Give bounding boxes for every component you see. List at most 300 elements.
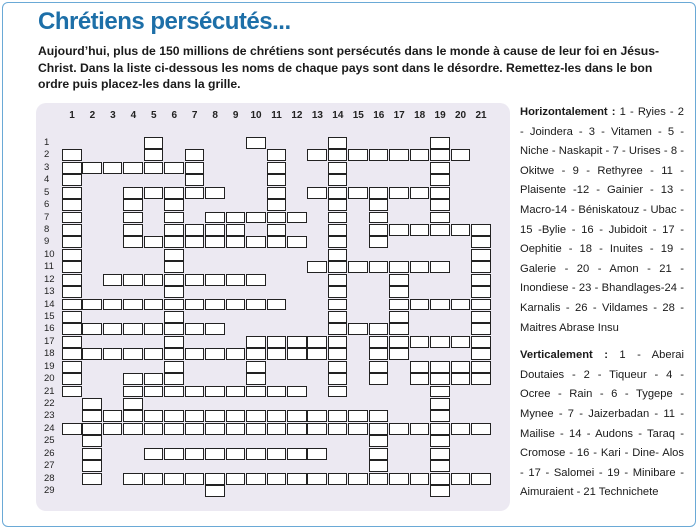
grid-cell[interactable] [144, 373, 164, 385]
grid-cell[interactable] [62, 299, 82, 311]
grid-cell[interactable] [226, 448, 246, 460]
grid-cell[interactable] [410, 149, 430, 161]
grid-cell[interactable] [164, 410, 184, 422]
grid-cell[interactable] [410, 361, 430, 373]
grid-cell[interactable] [369, 460, 389, 472]
grid-cell[interactable] [369, 361, 389, 373]
grid-cell[interactable] [123, 423, 143, 435]
grid-cell[interactable] [369, 149, 389, 161]
grid-cell[interactable] [226, 299, 246, 311]
grid-cell[interactable] [205, 485, 225, 497]
grid-cell[interactable] [389, 336, 409, 348]
grid-cell[interactable] [471, 473, 491, 485]
grid-cell[interactable] [307, 423, 327, 435]
grid-cell[interactable] [348, 473, 368, 485]
grid-cell[interactable] [62, 261, 82, 273]
grid-cell[interactable] [226, 423, 246, 435]
grid-cell[interactable] [430, 224, 450, 236]
grid-cell[interactable] [471, 423, 491, 435]
grid-cell[interactable] [430, 435, 450, 447]
grid-cell[interactable] [328, 386, 348, 398]
grid-cell[interactable] [369, 423, 389, 435]
grid-cell[interactable] [62, 386, 82, 398]
grid-cell[interactable] [62, 174, 82, 186]
grid-cell[interactable] [369, 373, 389, 385]
grid-cell[interactable] [123, 199, 143, 211]
grid-cell[interactable] [164, 361, 184, 373]
grid-cell[interactable] [348, 187, 368, 199]
grid-cell[interactable] [164, 323, 184, 335]
grid-cell[interactable] [267, 299, 287, 311]
grid-cell[interactable] [62, 348, 82, 360]
grid-cell[interactable] [410, 187, 430, 199]
grid-cell[interactable] [246, 274, 266, 286]
grid-cell[interactable] [328, 348, 348, 360]
grid-cell[interactable] [62, 361, 82, 373]
grid-cell[interactable] [82, 473, 102, 485]
grid-cell[interactable] [185, 299, 205, 311]
grid-cell[interactable] [451, 224, 471, 236]
grid-cell[interactable] [328, 174, 348, 186]
grid-cell[interactable] [328, 249, 348, 261]
grid-cell[interactable] [205, 410, 225, 422]
grid-cell[interactable] [328, 224, 348, 236]
grid-cell[interactable] [62, 149, 82, 161]
grid-cell[interactable] [451, 473, 471, 485]
grid-cell[interactable] [369, 435, 389, 447]
grid-cell[interactable] [123, 348, 143, 360]
grid-cell[interactable] [389, 286, 409, 298]
grid-cell[interactable] [389, 323, 409, 335]
grid-cell[interactable] [103, 410, 123, 422]
grid-cell[interactable] [205, 299, 225, 311]
grid-cell[interactable] [430, 174, 450, 186]
grid-cell[interactable] [226, 410, 246, 422]
grid-cell[interactable] [369, 261, 389, 273]
grid-cell[interactable] [471, 261, 491, 273]
grid-cell[interactable] [328, 137, 348, 149]
grid-cell[interactable] [369, 348, 389, 360]
grid-cell[interactable] [226, 473, 246, 485]
grid-cell[interactable] [246, 473, 266, 485]
grid-cell[interactable] [144, 410, 164, 422]
grid-cell[interactable] [246, 373, 266, 385]
grid-cell[interactable] [246, 137, 266, 149]
grid-cell[interactable] [430, 137, 450, 149]
grid-cell[interactable] [328, 410, 348, 422]
grid-cell[interactable] [144, 274, 164, 286]
grid-cell[interactable] [287, 448, 307, 460]
grid-cell[interactable] [451, 423, 471, 435]
grid-cell[interactable] [410, 373, 430, 385]
grid-cell[interactable] [430, 162, 450, 174]
grid-cell[interactable] [62, 423, 82, 435]
grid-cell[interactable] [123, 224, 143, 236]
grid-cell[interactable] [369, 336, 389, 348]
grid-cell[interactable] [389, 187, 409, 199]
grid-cell[interactable] [185, 348, 205, 360]
grid-cell[interactable] [144, 323, 164, 335]
grid-cell[interactable] [389, 473, 409, 485]
grid-cell[interactable] [430, 336, 450, 348]
grid-cell[interactable] [164, 299, 184, 311]
grid-cell[interactable] [164, 236, 184, 248]
grid-cell[interactable] [389, 348, 409, 360]
grid-cell[interactable] [389, 224, 409, 236]
grid-cell[interactable] [205, 236, 225, 248]
grid-cell[interactable] [185, 187, 205, 199]
grid-cell[interactable] [328, 299, 348, 311]
grid-cell[interactable] [267, 212, 287, 224]
grid-cell[interactable] [267, 174, 287, 186]
grid-cell[interactable] [62, 224, 82, 236]
grid-cell[interactable] [62, 236, 82, 248]
grid-cell[interactable] [185, 386, 205, 398]
col-label: 8 [212, 110, 218, 121]
grid-cell[interactable] [471, 299, 491, 311]
grid-cell[interactable] [144, 423, 164, 435]
grid-cell[interactable] [430, 199, 450, 211]
grid-cell[interactable] [430, 299, 450, 311]
grid-cell[interactable] [430, 149, 450, 161]
grid-cell[interactable] [410, 299, 430, 311]
grid-cell[interactable] [144, 448, 164, 460]
grid-cell[interactable] [348, 149, 368, 161]
grid-cell[interactable] [144, 386, 164, 398]
grid-cell[interactable] [246, 299, 266, 311]
grid-cell[interactable] [369, 212, 389, 224]
grid-cell[interactable] [410, 473, 430, 485]
grid-cell[interactable] [430, 187, 450, 199]
grid-cell[interactable] [471, 361, 491, 373]
grid-cell[interactable] [123, 162, 143, 174]
grid-cell[interactable] [410, 336, 430, 348]
grid-cell[interactable] [82, 410, 102, 422]
grid-cell[interactable] [430, 460, 450, 472]
grid-cell[interactable] [246, 336, 266, 348]
grid-cell[interactable] [471, 224, 491, 236]
grid-cell[interactable] [144, 162, 164, 174]
grid-cell[interactable] [246, 410, 266, 422]
grid-cell[interactable] [185, 410, 205, 422]
grid-cell[interactable] [123, 299, 143, 311]
grid-cell[interactable] [164, 473, 184, 485]
grid-cell[interactable] [328, 261, 348, 273]
grid-cell[interactable] [328, 286, 348, 298]
grid-cell[interactable] [451, 373, 471, 385]
grid-cell[interactable] [164, 261, 184, 273]
grid-cell[interactable] [328, 423, 348, 435]
grid-cell[interactable] [267, 336, 287, 348]
grid-cell[interactable] [267, 162, 287, 174]
grid-cell[interactable] [164, 311, 184, 323]
grid-cell[interactable] [62, 162, 82, 174]
grid-cell[interactable] [62, 212, 82, 224]
grid-cell[interactable] [164, 212, 184, 224]
grid-cell[interactable] [287, 473, 307, 485]
grid-cell[interactable] [246, 236, 266, 248]
grid-cell[interactable] [62, 199, 82, 211]
grid-cell[interactable] [82, 460, 102, 472]
grid-cell[interactable] [307, 473, 327, 485]
grid-cell[interactable] [267, 423, 287, 435]
grid-cell[interactable] [164, 187, 184, 199]
grid-cell[interactable] [267, 410, 287, 422]
grid-cell[interactable] [430, 386, 450, 398]
grid-cell[interactable] [287, 348, 307, 360]
grid-cell[interactable] [205, 348, 225, 360]
grid-cell[interactable] [82, 435, 102, 447]
grid-cell[interactable] [287, 236, 307, 248]
grid-cell[interactable] [389, 423, 409, 435]
grid-cell[interactable] [82, 423, 102, 435]
grid-cell[interactable] [246, 386, 266, 398]
grid-cell[interactable] [246, 423, 266, 435]
grid-cell[interactable] [205, 187, 225, 199]
grid-cell[interactable] [144, 137, 164, 149]
grid-cell[interactable] [430, 261, 450, 273]
grid-cell[interactable] [62, 311, 82, 323]
grid-cell[interactable] [328, 149, 348, 161]
grid-cell[interactable] [430, 212, 450, 224]
grid-cell[interactable] [307, 448, 327, 460]
grid-cell[interactable] [62, 274, 82, 286]
grid-cell[interactable] [164, 423, 184, 435]
grid-cell[interactable] [205, 224, 225, 236]
grid-cell[interactable] [369, 448, 389, 460]
grid-cell[interactable] [246, 348, 266, 360]
grid-cell[interactable] [307, 348, 327, 360]
grid-cell[interactable] [82, 398, 102, 410]
grid-cell[interactable] [185, 224, 205, 236]
grid-cell[interactable] [307, 149, 327, 161]
grid-cell[interactable] [451, 149, 471, 161]
grid-cell[interactable] [348, 410, 368, 422]
grid-cell[interactable] [451, 336, 471, 348]
grid-cell[interactable] [389, 149, 409, 161]
grid-cell[interactable] [246, 212, 266, 224]
grid-cell[interactable] [451, 361, 471, 373]
grid-cell[interactable] [328, 311, 348, 323]
grid-cell[interactable] [389, 274, 409, 286]
grid-cell[interactable] [430, 361, 450, 373]
grid-cell[interactable] [307, 336, 327, 348]
grid-cell[interactable] [123, 212, 143, 224]
grid-cell[interactable] [62, 323, 82, 335]
grid-cell[interactable] [164, 249, 184, 261]
grid-cell[interactable] [410, 261, 430, 273]
grid-cell[interactable] [410, 423, 430, 435]
grid-cell[interactable] [471, 236, 491, 248]
grid-cell[interactable] [328, 187, 348, 199]
grid-cell[interactable] [164, 286, 184, 298]
grid-cell[interactable] [328, 274, 348, 286]
grid-cell[interactable] [82, 299, 102, 311]
grid-cell[interactable] [164, 224, 184, 236]
grid-cell[interactable] [328, 361, 348, 373]
grid-cell[interactable] [123, 373, 143, 385]
grid-cell[interactable] [82, 348, 102, 360]
grid-cell[interactable] [369, 410, 389, 422]
grid-cell[interactable] [226, 274, 246, 286]
grid-cell[interactable] [82, 448, 102, 460]
grid-cell[interactable] [185, 274, 205, 286]
grid-cell[interactable] [164, 448, 184, 460]
grid-cell[interactable] [246, 448, 266, 460]
grid-cell[interactable] [369, 187, 389, 199]
grid-cell[interactable] [144, 348, 164, 360]
grid-cell[interactable] [226, 348, 246, 360]
grid-cell[interactable] [369, 473, 389, 485]
grid-cell[interactable] [267, 149, 287, 161]
grid-cell[interactable] [123, 473, 143, 485]
grid-cell[interactable] [103, 274, 123, 286]
grid-cell[interactable] [267, 199, 287, 211]
grid-cell[interactable] [348, 423, 368, 435]
grid-cell[interactable] [226, 386, 246, 398]
grid-cell[interactable] [389, 299, 409, 311]
grid-cell[interactable] [267, 224, 287, 236]
grid-cell[interactable] [205, 274, 225, 286]
grid-cell[interactable] [144, 473, 164, 485]
grid-cell[interactable] [389, 261, 409, 273]
grid-cell[interactable] [144, 236, 164, 248]
grid-cell[interactable] [185, 174, 205, 186]
grid-cell[interactable] [287, 423, 307, 435]
grid-cell[interactable] [103, 423, 123, 435]
grid-cell[interactable] [82, 162, 102, 174]
grid-cell[interactable] [82, 323, 102, 335]
grid-cell[interactable] [185, 149, 205, 161]
grid-cell[interactable] [430, 473, 450, 485]
grid-cell[interactable] [246, 361, 266, 373]
grid-cell[interactable] [328, 323, 348, 335]
grid-cell[interactable] [471, 336, 491, 348]
grid-cell[interactable] [62, 249, 82, 261]
grid-cell[interactable] [164, 162, 184, 174]
grid-cell[interactable] [226, 224, 246, 236]
grid-cell[interactable] [328, 199, 348, 211]
grid-cell[interactable] [389, 311, 409, 323]
grid-cell[interactable] [164, 373, 184, 385]
grid-cell[interactable] [471, 373, 491, 385]
grid-cell[interactable] [348, 261, 368, 273]
grid-cell[interactable] [369, 323, 389, 335]
grid-cell[interactable] [471, 286, 491, 298]
grid-cell[interactable] [328, 162, 348, 174]
grid-cell[interactable] [62, 336, 82, 348]
grid-cell[interactable] [205, 323, 225, 335]
row-label: 13 [44, 286, 55, 298]
grid-cell[interactable] [123, 410, 143, 422]
grid-cell[interactable] [144, 187, 164, 199]
grid-cell[interactable] [430, 398, 450, 410]
grid-cell[interactable] [103, 162, 123, 174]
grid-cell[interactable] [430, 410, 450, 422]
grid-cell[interactable] [328, 212, 348, 224]
grid-cell[interactable] [185, 423, 205, 435]
grid-cell[interactable] [185, 162, 205, 174]
grid-cell[interactable] [287, 336, 307, 348]
grid-cell[interactable] [307, 187, 327, 199]
grid-cell[interactable] [307, 410, 327, 422]
grid-cell[interactable] [185, 448, 205, 460]
grid-cell[interactable] [348, 323, 368, 335]
grid-cell[interactable] [369, 199, 389, 211]
grid-cell[interactable] [430, 423, 450, 435]
grid-cell[interactable] [123, 386, 143, 398]
grid-cell[interactable] [287, 410, 307, 422]
grid-cell[interactable] [164, 274, 184, 286]
grid-cell[interactable] [471, 311, 491, 323]
grid-cell[interactable] [430, 373, 450, 385]
grid-cell[interactable] [205, 473, 225, 485]
grid-cell[interactable] [471, 249, 491, 261]
grid-cell[interactable] [164, 336, 184, 348]
grid-cell[interactable] [185, 236, 205, 248]
grid-cell[interactable] [62, 187, 82, 199]
grid-cell[interactable] [185, 473, 205, 485]
grid-cell[interactable] [451, 299, 471, 311]
grid-cell[interactable] [287, 212, 307, 224]
grid-cell[interactable] [307, 261, 327, 273]
grid-cell[interactable] [328, 373, 348, 385]
grid-cell[interactable] [369, 224, 389, 236]
grid-cell[interactable] [471, 274, 491, 286]
grid-cell[interactable] [471, 348, 491, 360]
grid-cell[interactable] [369, 236, 389, 248]
grid-cell[interactable] [205, 423, 225, 435]
grid-cell[interactable] [164, 199, 184, 211]
grid-cell[interactable] [164, 386, 184, 398]
grid-cell[interactable] [62, 373, 82, 385]
grid-cell[interactable] [267, 473, 287, 485]
grid-cell[interactable] [205, 386, 225, 398]
grid-cell[interactable] [410, 224, 430, 236]
grid-cell[interactable] [328, 236, 348, 248]
grid-cell[interactable] [205, 448, 225, 460]
grid-cell[interactable] [123, 274, 143, 286]
grid-cell[interactable] [430, 485, 450, 497]
grid-cell[interactable] [430, 448, 450, 460]
grid-cell[interactable] [267, 348, 287, 360]
row-label: 6 [44, 199, 50, 211]
grid-cell[interactable] [164, 348, 184, 360]
grid-cell[interactable] [62, 286, 82, 298]
grid-cell[interactable] [226, 212, 246, 224]
grid-cell[interactable] [144, 299, 164, 311]
grid-cell[interactable] [144, 149, 164, 161]
grid-cell[interactable] [123, 323, 143, 335]
grid-cell[interactable] [287, 386, 307, 398]
grid-cell[interactable] [328, 473, 348, 485]
grid-cell[interactable] [185, 323, 205, 335]
grid-cell[interactable] [205, 212, 225, 224]
grid-cell[interactable] [267, 448, 287, 460]
grid-cell[interactable] [103, 323, 123, 335]
grid-cell[interactable] [267, 187, 287, 199]
grid-cell[interactable] [471, 323, 491, 335]
grid-cell[interactable] [226, 236, 246, 248]
grid-cell[interactable] [328, 336, 348, 348]
grid-cell[interactable] [123, 236, 143, 248]
grid-cell[interactable] [103, 348, 123, 360]
grid-cell[interactable] [123, 398, 143, 410]
grid-cell[interactable] [267, 236, 287, 248]
grid-cell[interactable] [123, 187, 143, 199]
grid-cell[interactable] [103, 299, 123, 311]
grid-cell[interactable] [267, 386, 287, 398]
